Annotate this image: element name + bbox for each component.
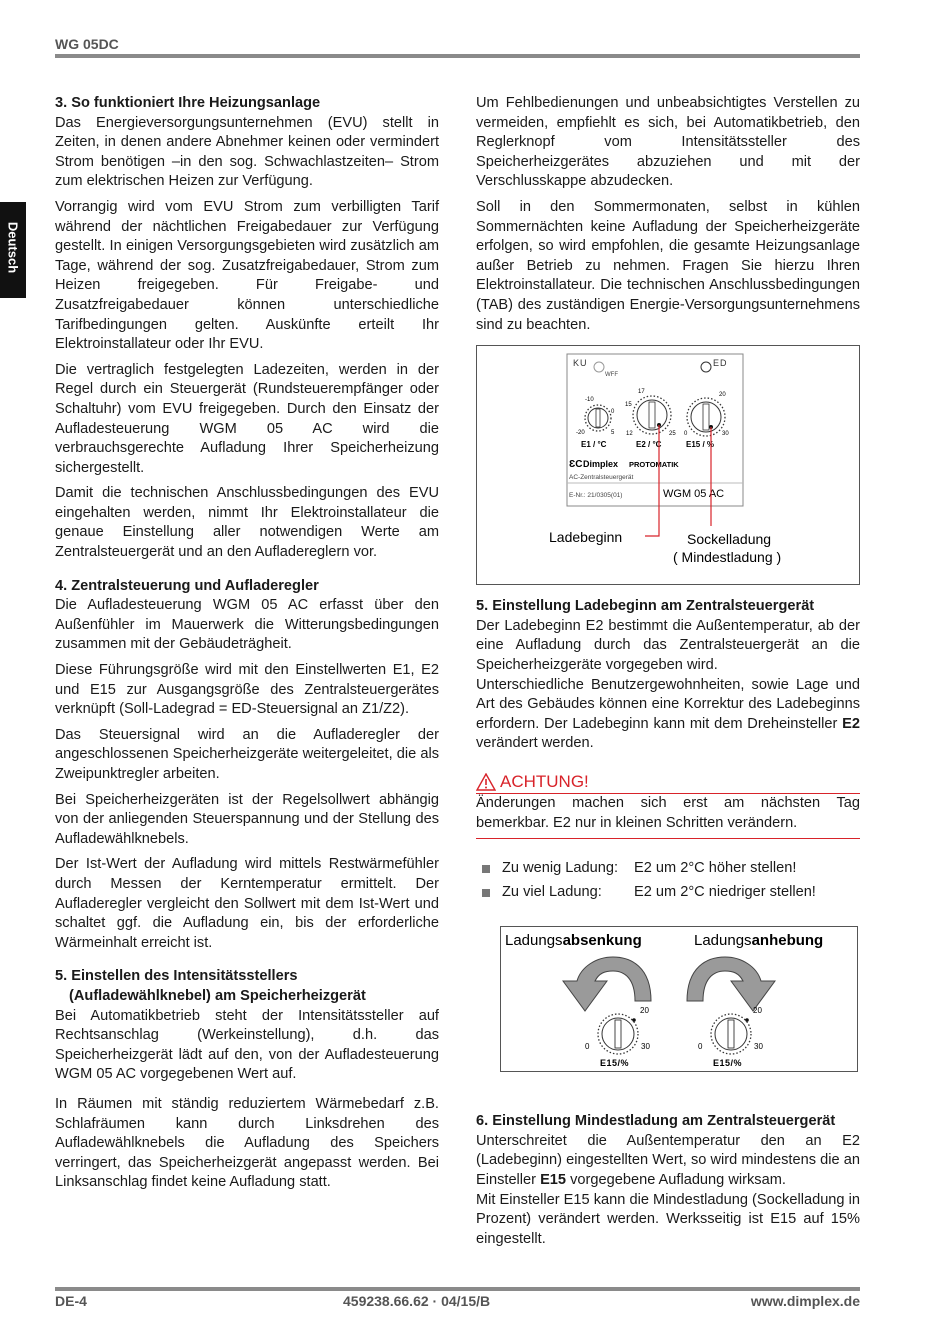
section-4-heading: 4. Zentralsteuerung und Aufladeregler <box>55 577 319 594</box>
section-4-paragraph-2: Diese Führungsgröße wird mit den Einstellwerten E1, E2 und E15 zur Ausgangsgröße des Zentralsteuergerätes verknüpft (Soll-Ladegrad = ED-Steuersignal an Z1/Z2). <box>55 662 439 718</box>
dial-e15-label: E15 / % <box>686 440 715 450</box>
bullet-2-text: E2 um 2°C niedriger stellen! <box>634 883 816 900</box>
model-label: WGM 05 AC <box>663 488 725 501</box>
language-tab <box>0 202 26 298</box>
knob-right-label: E15/% <box>713 1058 743 1069</box>
dial-e2-label: E2 / °C <box>636 440 662 450</box>
list-item <box>482 883 860 903</box>
knob-right <box>698 1006 763 1068</box>
section-5-paragraph-2: In Räumen mit ständig reduziertem Wärmebedarf z.B. Schlafräumen kann durch Linksdrehen des Aufladewählknebels die Aufladung des Speichers verringert, das Speicherheizgerät angepasst werden. Bei Linksanschlag findet keine Aufladung statt. <box>55 1095 439 1191</box>
right-section-5-paragraph-1: Der Ladebeginn E2 bestimmt die Außentemperatur, ab der eine Aufladung durch das Zentralsteuergerät an die Speicherheizgeräte vorgegeben wird. <box>476 617 860 673</box>
knob-rotation-figure <box>500 926 858 1072</box>
warning-triangle-icon <box>476 773 496 791</box>
left-column <box>55 94 439 1199</box>
knob-right-body <box>715 1018 747 1050</box>
controller-figure <box>476 345 860 585</box>
knob-left <box>585 1006 650 1068</box>
right-section-5-heading: 5. Einstellung Ladebeginn am Zentralsteuergerät <box>476 598 815 615</box>
knob-left-tick-30: 30 <box>641 1042 650 1052</box>
header-rule <box>55 54 860 58</box>
warning-rule-bottom <box>476 838 860 840</box>
section-4-paragraph-4: Bei Speicherheizgeräten ist der Regelsollwert abhängig von der anliegenden Steuerspannung und der Stellung des Aufladewählknebels. <box>55 791 439 847</box>
s5-p2-e2: E2 <box>842 715 860 732</box>
dial-e2-tick-bottom-left: 12 <box>626 431 633 438</box>
section-3-paragraph-4: Damit die technischen Anschlussbedingungen des EVU eingehalten werden, nimmt Ihr Elektroinstallateur die genaue Einstellung aller notwendigen Werte am Zentralsteuergerät und an den Aufladereglern vor. <box>55 485 439 561</box>
dial-e2-tick-bottom-right: 25 <box>669 431 676 438</box>
knob-right-tick-20: 20 <box>753 1006 762 1016</box>
absenkung-title: Ladungsabsenkung <box>505 932 642 950</box>
s5-p2-text-c: verändert werden. <box>476 735 594 752</box>
dial-e15-tick-left: 0 <box>684 431 688 438</box>
knob-right-tick-30: 30 <box>754 1042 763 1052</box>
dial-e2-tick-left: 15 <box>625 402 632 409</box>
right-section-5-paragraph-2 <box>476 676 860 754</box>
dial-e2-knob <box>637 400 667 430</box>
warning-title-row <box>476 772 860 792</box>
right-paragraph-1: Um Fehlbedienungen und unbeabsichtigtes Verstellen zu vermeiden, empfiehlt es sich, bei Automatikbetrieb, den Reglerknopf vom Intensitätssteller des Speicherheizgerätes abzuziehen und mit der Verschlusskappe abzudecken. <box>476 95 860 190</box>
series-name: PROTOMATIK <box>629 460 679 470</box>
knob-left-marker <box>632 1018 636 1022</box>
warning-box <box>476 772 860 839</box>
bullet-square-icon <box>482 865 490 873</box>
footer-document-code: 459238.66.62 · 04/15/B <box>343 1293 491 1309</box>
dial-e15-tick-right: 30 <box>722 431 729 438</box>
s6-p1-text-a: Unterschreitet die Außentemperatur den an E2 (Ladebeginn) eingestellten Wert, so wird mindestens die an Einsteller <box>476 1132 860 1189</box>
document-header-title: WG 05DC <box>55 36 119 52</box>
knob-left-label: E15/% <box>600 1058 630 1069</box>
right-paragraph-2: Soll in den Sommermonaten, selbst in kühlen Sommernächten keine Aufladung der Speicherheizgeräte erfolgen, so wird empfohlen, die gesamte Heizungsanlage außer Betrieb zu nehmen. Fragen Sie hierzu Ihren Elektroinstallateur. Die technischen Anschlussbedingungen (TAB) des zuständigen Energie-Versorgungsunternehmens sind zu beachten. <box>476 198 860 333</box>
sockelladung-label: Sockelladung <box>687 531 772 548</box>
section-4-paragraph-5: Der Ist-Wert der Aufladung wird mittels Restwärmefühler durch Messen der Kerntemperatur ermittelt. Der Aufladeregler vergleicht den Sollwert mit dem Ist-Wert und schaltet ggf. die Aufladung ein, bis der erforderliche Wärmeinhalt erreicht ist. <box>55 856 439 951</box>
dimplex-logo: ƐC <box>569 459 583 471</box>
section-5-heading: 5. Einstellen des Intensitätsstellers (Aufladewählknebel) am Speicherheizgerät <box>55 968 366 1004</box>
bullet-square-icon <box>482 889 490 897</box>
knob-right-marker <box>745 1018 749 1022</box>
dial-e2-tick-top: 17 <box>638 389 645 396</box>
dial-e1-tick-left: -20 <box>576 430 585 437</box>
footer-website[interactable]: www.dimplex.de <box>750 1293 860 1309</box>
bullet-1-text: E2 um 2°C höher stellen! <box>634 860 797 877</box>
anhebung-title: Ladungsanhebung <box>694 932 824 950</box>
s6-p1-e15: E15 <box>540 1172 567 1189</box>
section-3-paragraph-2: Vorrangig wird vom EVU Strom zum verbilligten Tarif während der nächtlichen Freigabedauer zur Verfügung gestellt. In einigen Versorgungsgebieten wird zusätzlich am Tage, während der sog. Zusatzfreigabedauer, Strom zum Heizen freigegeben. Für Freigabe- und Zusatzfreigabedauer können unterschiedliche Tarifbedingungen gelten. Auskünfte erteilt Ihr Elektroinstallateur oder Ihr EVU. <box>55 198 439 353</box>
section-3-heading: 3. So funktioniert Ihre Heizungsanlage <box>55 95 321 111</box>
adjustment-list <box>482 859 860 902</box>
dial-e1-tick-right: 0 <box>611 409 615 416</box>
knob-rotation-illustration <box>501 927 859 1073</box>
warning-title: ACHTUNG! <box>500 771 589 791</box>
list-item <box>482 859 860 879</box>
knob-right-tick-0: 0 <box>698 1042 703 1052</box>
knob-left-tick-20: 20 <box>640 1006 649 1016</box>
s5-p2-text-a: Unterschiedliche Benutzergewohnheiten, sowie Lage und Art des Gebäudes können eine Korrektur des Ladebeginns erfordern. Der Ladebeginn kann mit dem Dreheinsteller <box>476 676 860 732</box>
s6-p1-text-c: vorgegebene Aufladung wirksam. <box>566 1172 786 1189</box>
mindestladung-label: ( Mindestladung ) <box>673 549 782 566</box>
brand-name: Dimplex <box>583 459 619 470</box>
increase-arrow-icon <box>687 957 775 1011</box>
decrease-arrow-icon <box>563 957 651 1011</box>
bullet-1-label: Zu wenig Ladung: <box>502 860 619 877</box>
controller-illustration <box>477 346 861 586</box>
knob-left-tick-0: 0 <box>585 1042 590 1052</box>
ku-label: KU <box>573 358 588 369</box>
right-section-6-paragraph-2: Mit Einsteller E15 kann die Mindestladung (Sockelladung in Prozent) verändert werden. Werksseitig ist E15 auf 15% eingestellt. <box>476 1191 860 1247</box>
device-subtitle: AC-Zentralsteuergerät <box>569 474 634 482</box>
knob-left-body <box>602 1018 634 1050</box>
bullet-2-label: Zu viel Ladung: <box>502 883 602 900</box>
right-section-6-paragraph-1 <box>476 1132 860 1191</box>
ed-label: ED <box>713 358 728 369</box>
dial-e1-label: E1 / °C <box>581 440 607 450</box>
footer-page-number: DE-4 <box>55 1293 87 1309</box>
dial-e15-knob <box>691 402 721 432</box>
dial-e1-knob <box>588 408 608 428</box>
dial-e1-tick-bottom: 5 <box>611 430 615 437</box>
section-3-paragraph-3: Die vertraglich festgelegten Ladezeiten, werden in der Regel durch ein Steuergerät (Rundsteuerempfänger oder Schaltuhr) vom EVU freigegeben. Durch den Einsatz der Aufladesteuerung WGM 05 AC wird die verbrauchsgerechte Aufladung Ihrer Speicherheizung sichergestellt. <box>55 361 439 476</box>
dial-e1-tick-top: -10 <box>585 397 594 404</box>
section-5-paragraph-1: Bei Automatikbetrieb steht der Intensitätssteller auf Rechtsanschlag (Werkeinstellung), d.h. das Speicherheizgerät lädt auf den, von der Aufladesteuerung WGM 05 AC vorgegebenen Wert auf. <box>55 1007 439 1083</box>
footer-rule <box>55 1287 860 1291</box>
right-column <box>476 94 860 1255</box>
section-4-paragraph-1: Die Aufladesteuerung WGM 05 AC erfasst über den Außenfühler im Mauerwerk die Witterungsbedingungen zusammen mit der Gebäudeträgheit. <box>55 597 439 653</box>
dial-e15-tick-top: 20 <box>719 392 726 399</box>
section-3-paragraph-1: Das Energieversorgungsunternehmen (EVU) stellt in Zeiten, in denen andere Abnehmer keinen oder vermindert Strom benötigen –in den sog. Schwachlastzeiten– Strom zum elektrischen Heizen zur Verfügung. <box>55 114 439 190</box>
enr-label: E-Nr.: 21/0305(01) <box>569 492 623 500</box>
warning-text: Änderungen machen sich erst am nächsten Tag bemerkbar. E2 nur in kleinen Schritten verändern. <box>476 795 860 831</box>
ladebeginn-label: Ladebeginn <box>549 529 623 546</box>
section-4-paragraph-3: Das Steuersignal wird an die Aufladeregler der angeschlossenen Speicherheizgeräte weitergeleitet, die als Zweipunktregler arbeiten. <box>55 726 439 782</box>
wff-label: WFF <box>605 372 618 379</box>
right-section-6-heading: 6. Einstellung Mindestladung am Zentralsteuergerät <box>476 1113 836 1130</box>
language-tab-label: Deutsch <box>5 221 21 274</box>
